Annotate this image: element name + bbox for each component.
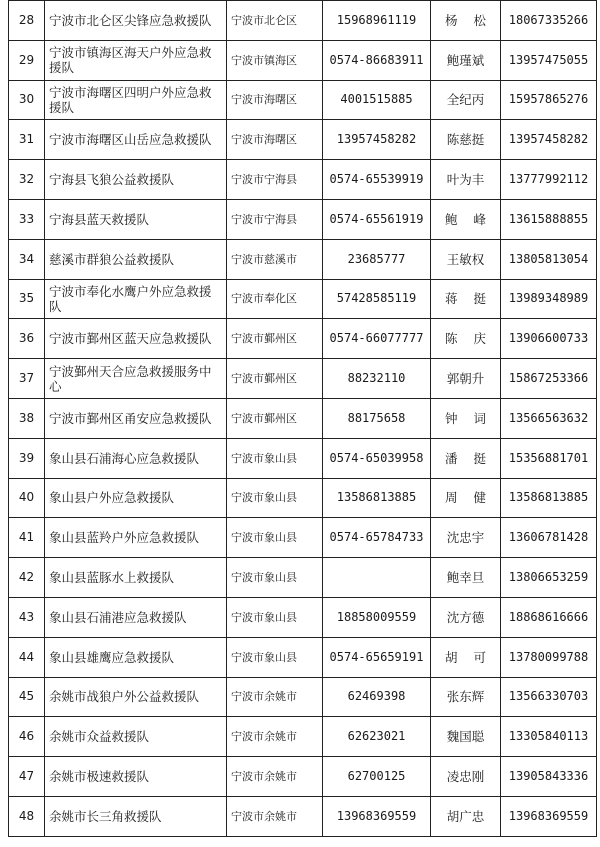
contact-person: 陈 庆 — [431, 319, 501, 359]
team-name: 宁波市北仑区尖锋应急救援队 — [45, 1, 227, 41]
table-row — [9, 597, 597, 637]
row-number: 34 — [9, 239, 45, 279]
team-phone: 4001515885 — [323, 80, 431, 120]
team-area: 宁波市海曙区 — [227, 80, 323, 120]
team-area: 宁波市镇海区 — [227, 40, 323, 80]
team-area: 宁波市奉化区 — [227, 279, 323, 319]
team-name: 宁波鄞州天合应急救援服务中心 — [45, 359, 227, 399]
contact-mobile: 13566330703 — [501, 677, 597, 717]
table-row — [9, 80, 597, 120]
team-name: 宁波市镇海区海天户外应急救援队 — [45, 40, 227, 80]
contact-person: 王敏权 — [431, 239, 501, 279]
table-row — [9, 120, 597, 160]
team-name: 宁海县蓝天救援队 — [45, 199, 227, 239]
contact-person: 叶为丰 — [431, 160, 501, 200]
contact-person: 凌忠刚 — [431, 757, 501, 797]
team-phone: 0574-65039958 — [323, 438, 431, 478]
team-name: 象山县蓝羚户外应急救援队 — [45, 518, 227, 558]
contact-mobile: 13566563632 — [501, 398, 597, 438]
contact-person: 周 健 — [431, 478, 501, 518]
rescue-team-table — [8, 0, 597, 837]
team-phone: 0574-86683911 — [323, 40, 431, 80]
team-name: 宁波市鄞州区蓝天应急救援队 — [45, 319, 227, 359]
team-phone: 0574-65659191 — [323, 637, 431, 677]
team-name: 象山县石浦港应急救援队 — [45, 597, 227, 637]
row-number: 46 — [9, 717, 45, 757]
table-row — [9, 239, 597, 279]
row-number: 42 — [9, 558, 45, 598]
row-number: 45 — [9, 677, 45, 717]
contact-person: 杨 松 — [431, 1, 501, 41]
row-number: 32 — [9, 160, 45, 200]
table-row — [9, 757, 597, 797]
table-row — [9, 1, 597, 41]
table-row — [9, 518, 597, 558]
contact-mobile: 13806653259 — [501, 558, 597, 598]
team-name: 余姚市极速救援队 — [45, 757, 227, 797]
team-area: 宁波市余姚市 — [227, 757, 323, 797]
team-area: 宁波市宁海县 — [227, 199, 323, 239]
contact-person: 沈忠宇 — [431, 518, 501, 558]
row-number: 44 — [9, 637, 45, 677]
contact-mobile: 13905843336 — [501, 757, 597, 797]
row-number: 28 — [9, 1, 45, 41]
contact-person: 全纪丙 — [431, 80, 501, 120]
table-row — [9, 40, 597, 80]
contact-mobile: 18868616666 — [501, 597, 597, 637]
team-name: 象山县石浦海心应急救援队 — [45, 438, 227, 478]
team-name: 余姚市战狼户外公益救援队 — [45, 677, 227, 717]
team-phone: 13957458282 — [323, 120, 431, 160]
contact-person: 陈慈挺 — [431, 120, 501, 160]
table-row — [9, 160, 597, 200]
team-name: 慈溪市群狼公益救援队 — [45, 239, 227, 279]
contact-mobile: 13957475055 — [501, 40, 597, 80]
contact-person: 鲍瑾斌 — [431, 40, 501, 80]
contact-person: 沈方德 — [431, 597, 501, 637]
table-body — [9, 1, 597, 837]
team-phone: 62623021 — [323, 717, 431, 757]
team-area: 宁波市余姚市 — [227, 717, 323, 757]
row-number: 43 — [9, 597, 45, 637]
contact-person: 鲍 峰 — [431, 199, 501, 239]
contact-person: 鲍幸旦 — [431, 558, 501, 598]
team-area: 宁波市海曙区 — [227, 120, 323, 160]
contact-mobile: 15957865276 — [501, 80, 597, 120]
team-phone: 0574-65539919 — [323, 160, 431, 200]
table-row — [9, 717, 597, 757]
team-area: 宁波市鄞州区 — [227, 359, 323, 399]
table-row — [9, 677, 597, 717]
team-phone: 88175658 — [323, 398, 431, 438]
contact-mobile: 13957458282 — [501, 120, 597, 160]
team-phone: 62469398 — [323, 677, 431, 717]
contact-mobile: 13989348989 — [501, 279, 597, 319]
contact-mobile: 13615888855 — [501, 199, 597, 239]
contact-mobile: 13906600733 — [501, 319, 597, 359]
contact-person: 钟 词 — [431, 398, 501, 438]
contact-person: 蒋 挺 — [431, 279, 501, 319]
team-area: 宁波市象山县 — [227, 478, 323, 518]
team-phone: 0574-65561919 — [323, 199, 431, 239]
team-phone: 88232110 — [323, 359, 431, 399]
team-phone: 13968369559 — [323, 796, 431, 836]
row-number: 47 — [9, 757, 45, 797]
contact-mobile: 18067335266 — [501, 1, 597, 41]
rescue-team-table-sheet — [8, 0, 596, 837]
team-phone: 18858009559 — [323, 597, 431, 637]
team-name: 象山县雄鹰应急救援队 — [45, 637, 227, 677]
table-row — [9, 558, 597, 598]
row-number: 31 — [9, 120, 45, 160]
team-name: 余姚市众益救援队 — [45, 717, 227, 757]
contact-mobile: 13305840113 — [501, 717, 597, 757]
team-area: 宁波市象山县 — [227, 438, 323, 478]
table-row — [9, 398, 597, 438]
team-phone: 13586813885 — [323, 478, 431, 518]
row-number: 48 — [9, 796, 45, 836]
team-phone: 0574-66077777 — [323, 319, 431, 359]
contact-person: 郭朝升 — [431, 359, 501, 399]
table-row — [9, 279, 597, 319]
table-row — [9, 478, 597, 518]
table-row — [9, 319, 597, 359]
team-area: 宁波市象山县 — [227, 597, 323, 637]
team-name: 宁波市海曙区山岳应急救援队 — [45, 120, 227, 160]
row-number: 41 — [9, 518, 45, 558]
table-row — [9, 637, 597, 677]
team-area: 宁波市余姚市 — [227, 796, 323, 836]
row-number: 36 — [9, 319, 45, 359]
row-number: 38 — [9, 398, 45, 438]
team-area: 宁波市象山县 — [227, 558, 323, 598]
contact-mobile: 13780099788 — [501, 637, 597, 677]
table-row — [9, 796, 597, 836]
team-name: 宁波市海曙区四明户外应急救援队 — [45, 80, 227, 120]
team-phone: 15968961119 — [323, 1, 431, 41]
row-number: 37 — [9, 359, 45, 399]
team-area: 宁波市鄞州区 — [227, 319, 323, 359]
contact-person: 魏国聪 — [431, 717, 501, 757]
contact-person: 胡广忠 — [431, 796, 501, 836]
team-phone: 23685777 — [323, 239, 431, 279]
team-name: 余姚市长三角救援队 — [45, 796, 227, 836]
row-number: 40 — [9, 478, 45, 518]
contact-mobile: 13777992112 — [501, 160, 597, 200]
team-name: 象山县蓝豚水上救援队 — [45, 558, 227, 598]
contact-person: 张东辉 — [431, 677, 501, 717]
row-number: 39 — [9, 438, 45, 478]
contact-mobile: 13586813885 — [501, 478, 597, 518]
team-area: 宁波市北仑区 — [227, 1, 323, 41]
team-name: 象山县户外应急救援队 — [45, 478, 227, 518]
team-area: 宁波市象山县 — [227, 518, 323, 558]
table-row — [9, 438, 597, 478]
team-phone: 62700125 — [323, 757, 431, 797]
team-name: 宁海县飞狼公益救援队 — [45, 160, 227, 200]
contact-mobile: 13968369559 — [501, 796, 597, 836]
team-area: 宁波市鄞州区 — [227, 398, 323, 438]
team-area: 宁波市余姚市 — [227, 677, 323, 717]
table-row — [9, 199, 597, 239]
row-number: 35 — [9, 279, 45, 319]
contact-mobile: 15867253366 — [501, 359, 597, 399]
team-area: 宁波市象山县 — [227, 637, 323, 677]
contact-mobile: 15356881701 — [501, 438, 597, 478]
team-phone: 0574-65784733 — [323, 518, 431, 558]
team-name: 宁波市奉化水鹰户外应急救援队 — [45, 279, 227, 319]
table-row — [9, 359, 597, 399]
team-area: 宁波市慈溪市 — [227, 239, 323, 279]
team-name: 宁波市鄞州区甬安应急救援队 — [45, 398, 227, 438]
contact-person: 胡 可 — [431, 637, 501, 677]
row-number: 33 — [9, 199, 45, 239]
contact-person: 潘 挺 — [431, 438, 501, 478]
contact-mobile: 13805813054 — [501, 239, 597, 279]
contact-mobile: 13606781428 — [501, 518, 597, 558]
row-number: 29 — [9, 40, 45, 80]
team-phone — [323, 558, 431, 598]
team-phone: 57428585119 — [323, 279, 431, 319]
row-number: 30 — [9, 80, 45, 120]
team-area: 宁波市宁海县 — [227, 160, 323, 200]
